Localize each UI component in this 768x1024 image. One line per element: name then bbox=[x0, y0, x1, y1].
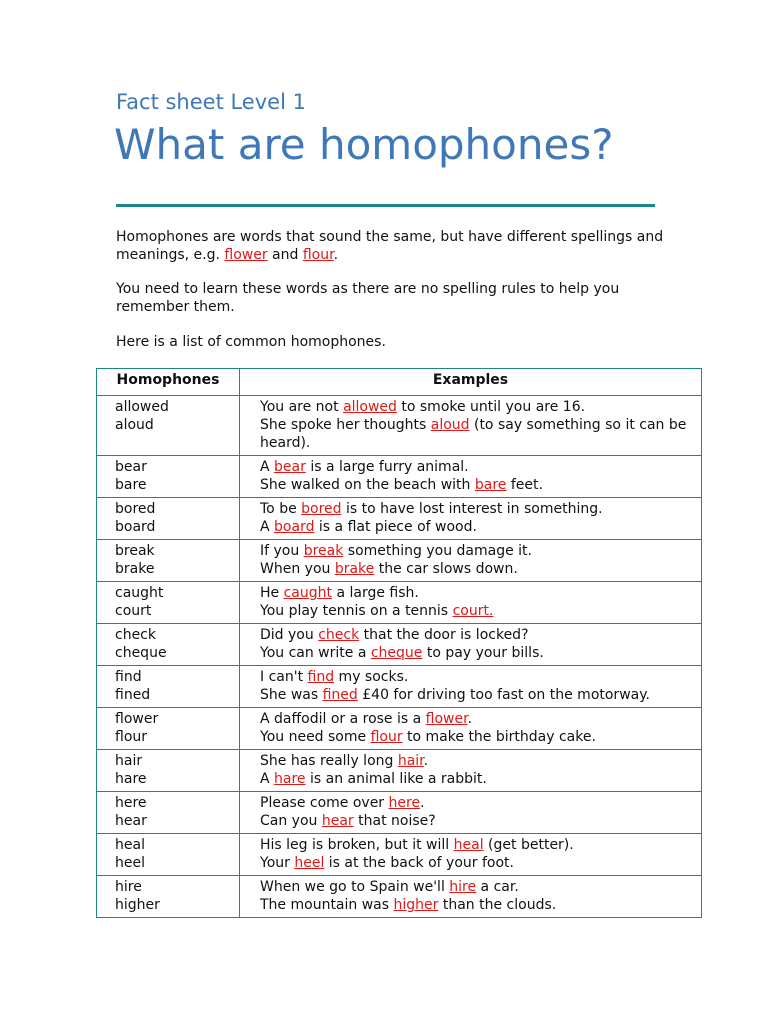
text-segment: When you bbox=[260, 561, 335, 577]
homophone-words-cell bbox=[97, 834, 240, 876]
highlighted-word: hear bbox=[321, 813, 354, 829]
highlighted-word: flower bbox=[425, 711, 468, 727]
example-sentence bbox=[260, 836, 695, 854]
text-segment: to smoke until you are 16. bbox=[396, 399, 586, 415]
homophone-word: heel bbox=[115, 855, 145, 871]
text-segment: to make the birthday cake. bbox=[402, 729, 596, 745]
table-row bbox=[97, 540, 702, 582]
text-segment: and bbox=[267, 247, 303, 263]
example-sentence bbox=[260, 668, 695, 686]
highlighted-word: flour bbox=[370, 729, 403, 745]
highlighted-word: hire bbox=[449, 879, 477, 895]
example-sentence bbox=[260, 728, 695, 746]
highlighted-word: find bbox=[307, 669, 335, 685]
text-segment: is a large furry animal. bbox=[305, 459, 469, 475]
text-segment: a large fish. bbox=[332, 585, 419, 601]
examples-cell bbox=[240, 834, 702, 876]
intro-paragraph-1 bbox=[116, 228, 676, 264]
text-segment: Can you bbox=[260, 813, 322, 829]
text-segment: You are not bbox=[260, 399, 344, 415]
text-segment: to pay your bills. bbox=[422, 645, 544, 661]
text-segment: Did you bbox=[260, 627, 319, 643]
example-sentence bbox=[260, 416, 695, 452]
examples-cell bbox=[240, 624, 702, 666]
examples-cell bbox=[240, 498, 702, 540]
homophone-word: hear bbox=[115, 813, 147, 829]
highlighted-word: aloud bbox=[430, 417, 470, 433]
example-sentence bbox=[260, 752, 695, 770]
highlighted-word: flour bbox=[302, 247, 334, 263]
homophones-table bbox=[96, 368, 702, 918]
example-sentence bbox=[260, 500, 695, 518]
text-segment: A bbox=[260, 459, 275, 475]
text-segment: that noise? bbox=[353, 813, 436, 829]
homophone-word: heal bbox=[115, 837, 145, 853]
text-segment: than the clouds. bbox=[438, 897, 557, 913]
example-sentence bbox=[260, 542, 695, 560]
example-sentence bbox=[260, 602, 695, 620]
example-sentence bbox=[260, 878, 695, 896]
text-segment: (get better). bbox=[483, 837, 574, 853]
homophone-word: fined bbox=[115, 687, 151, 703]
highlighted-word: hair bbox=[397, 753, 424, 769]
highlighted-word: board bbox=[274, 519, 315, 535]
table-body bbox=[97, 396, 702, 918]
text-segment: She spoke her thoughts bbox=[260, 417, 431, 433]
text-segment: Please come over bbox=[260, 795, 389, 811]
homophone-words-cell bbox=[97, 792, 240, 834]
homophone-word: caught bbox=[115, 585, 164, 601]
example-sentence bbox=[260, 476, 695, 494]
example-sentence bbox=[260, 626, 695, 644]
highlighted-word: brake bbox=[334, 561, 375, 577]
text-segment: feet. bbox=[506, 477, 543, 493]
homophone-words-cell bbox=[97, 540, 240, 582]
highlighted-word: flower bbox=[224, 247, 268, 263]
highlighted-word: court. bbox=[452, 603, 494, 619]
example-sentence bbox=[260, 398, 695, 416]
example-sentence bbox=[260, 896, 695, 914]
example-sentence bbox=[260, 710, 695, 728]
homophone-word: higher bbox=[115, 897, 160, 913]
text-segment: Your bbox=[260, 855, 295, 871]
text-segment: is at the back of your foot. bbox=[324, 855, 514, 871]
homophone-words-cell bbox=[97, 876, 240, 918]
highlighted-word: higher bbox=[393, 897, 439, 913]
homophone-word: flower bbox=[115, 711, 159, 727]
homophone-words-cell bbox=[97, 498, 240, 540]
examples-cell bbox=[240, 666, 702, 708]
highlighted-word: here bbox=[388, 795, 421, 811]
homophone-word: brake bbox=[115, 561, 155, 577]
homophone-word: bored bbox=[115, 501, 156, 517]
homophone-word: bear bbox=[115, 459, 147, 475]
text-segment: You can write a bbox=[260, 645, 371, 661]
text-segment: A bbox=[260, 519, 275, 535]
text-segment: I can't bbox=[260, 669, 308, 685]
homophone-words-cell bbox=[97, 750, 240, 792]
highlighted-word: heal bbox=[453, 837, 484, 853]
homophone-word: aloud bbox=[115, 417, 154, 433]
highlighted-word: allowed bbox=[343, 399, 397, 415]
text-segment: (to say something so it can be heard). bbox=[260, 417, 687, 451]
text-segment: . bbox=[467, 711, 473, 727]
examples-cell bbox=[240, 750, 702, 792]
homophone-word: hair bbox=[115, 753, 143, 769]
homophone-word: here bbox=[115, 795, 147, 811]
table-row bbox=[97, 624, 702, 666]
homophone-words-cell bbox=[97, 582, 240, 624]
table-row bbox=[97, 456, 702, 498]
examples-cell bbox=[240, 708, 702, 750]
example-sentence bbox=[260, 560, 695, 578]
examples-cell bbox=[240, 876, 702, 918]
text-segment: something you damage it. bbox=[343, 543, 532, 559]
text-segment: She was bbox=[260, 687, 323, 703]
example-sentence bbox=[260, 644, 695, 662]
text-segment: £40 for driving too fast on the motorway. bbox=[357, 687, 650, 703]
text-segment: is a flat piece of wood. bbox=[314, 519, 477, 535]
text-segment: A daffodil or a rose is a bbox=[260, 711, 426, 727]
table-row bbox=[97, 708, 702, 750]
text-segment: . bbox=[420, 795, 425, 811]
table-header-row bbox=[97, 369, 702, 396]
example-sentence bbox=[260, 770, 695, 788]
highlighted-word: heel bbox=[294, 855, 325, 871]
table-row bbox=[97, 498, 702, 540]
text-segment: is an animal like a rabbit. bbox=[305, 771, 487, 787]
page-title: What are homophones? bbox=[114, 120, 614, 169]
highlighted-word: hare bbox=[274, 771, 306, 787]
text-segment: A bbox=[260, 771, 275, 787]
fact-sheet-subtitle: Fact sheet Level 1 bbox=[116, 90, 306, 114]
homophone-word: hire bbox=[115, 879, 142, 895]
homophone-word: hare bbox=[115, 771, 147, 787]
homophone-word: board bbox=[115, 519, 156, 535]
text-segment: my socks. bbox=[334, 669, 409, 685]
highlighted-word: break bbox=[303, 543, 344, 559]
example-sentence bbox=[260, 812, 695, 830]
examples-cell bbox=[240, 582, 702, 624]
title-divider bbox=[116, 204, 655, 207]
examples-cell bbox=[240, 456, 702, 498]
homophone-word: allowed bbox=[115, 399, 169, 415]
table-row bbox=[97, 792, 702, 834]
homophone-words-cell bbox=[97, 666, 240, 708]
examples-cell bbox=[240, 792, 702, 834]
text-segment: You need some bbox=[260, 729, 371, 745]
intro-paragraph-3: Here is a list of common homophones. bbox=[116, 334, 386, 350]
text-segment: He bbox=[260, 585, 284, 601]
text-segment: . bbox=[333, 247, 339, 263]
table-row bbox=[97, 582, 702, 624]
example-sentence bbox=[260, 854, 695, 872]
text-segment: is to have lost interest in something. bbox=[341, 501, 603, 517]
text-segment: She has really long bbox=[260, 753, 398, 769]
table-row bbox=[97, 666, 702, 708]
column-header-examples: Examples bbox=[240, 369, 702, 396]
table-row bbox=[97, 750, 702, 792]
table-row bbox=[97, 876, 702, 918]
homophone-words-cell bbox=[97, 708, 240, 750]
highlighted-word: fined bbox=[322, 687, 358, 703]
highlighted-word: bear bbox=[274, 459, 306, 475]
homophone-words-cell bbox=[97, 456, 240, 498]
homophone-word: find bbox=[115, 669, 142, 685]
examples-cell bbox=[240, 396, 702, 456]
example-sentence bbox=[260, 686, 695, 704]
text-segment: His leg is broken, but it will bbox=[260, 837, 454, 853]
text-segment: . bbox=[423, 753, 429, 769]
text-segment: that the door is locked? bbox=[359, 627, 529, 643]
text-segment: Homophones are words that sound the same, but have different spellings and meanings, e.g. bbox=[116, 229, 664, 263]
highlighted-word: check bbox=[318, 627, 360, 643]
column-header-homophones: Homophones bbox=[97, 369, 240, 396]
highlighted-word: bare bbox=[474, 477, 507, 493]
homophone-word: bare bbox=[115, 477, 147, 493]
example-sentence bbox=[260, 584, 695, 602]
highlighted-word: bored bbox=[301, 501, 342, 517]
table-row bbox=[97, 396, 702, 456]
example-sentence bbox=[260, 794, 695, 812]
text-segment: To be bbox=[260, 501, 302, 517]
homophone-word: check bbox=[115, 627, 156, 643]
example-sentence bbox=[260, 518, 695, 536]
homophone-words-cell bbox=[97, 396, 240, 456]
text-segment: She walked on the beach with bbox=[260, 477, 475, 493]
homophone-word: court bbox=[115, 603, 152, 619]
homophone-word: break bbox=[115, 543, 155, 559]
text-segment: a car. bbox=[476, 879, 519, 895]
homophone-word: cheque bbox=[115, 645, 167, 661]
text-segment: The mountain was bbox=[260, 897, 394, 913]
text-segment: You play tennis on a tennis bbox=[260, 603, 453, 619]
homophone-word: flour bbox=[115, 729, 148, 745]
table-row bbox=[97, 834, 702, 876]
highlighted-word: caught bbox=[283, 585, 332, 601]
text-segment: If you bbox=[260, 543, 304, 559]
text-segment: the car slows down. bbox=[374, 561, 518, 577]
example-sentence bbox=[260, 458, 695, 476]
intro-paragraph-2: You need to learn these words as there are no spelling rules to help you remember them. bbox=[116, 281, 620, 315]
homophone-words-cell bbox=[97, 624, 240, 666]
text-segment: When we go to Spain we'll bbox=[260, 879, 450, 895]
examples-cell bbox=[240, 540, 702, 582]
highlighted-word: cheque bbox=[370, 645, 423, 661]
